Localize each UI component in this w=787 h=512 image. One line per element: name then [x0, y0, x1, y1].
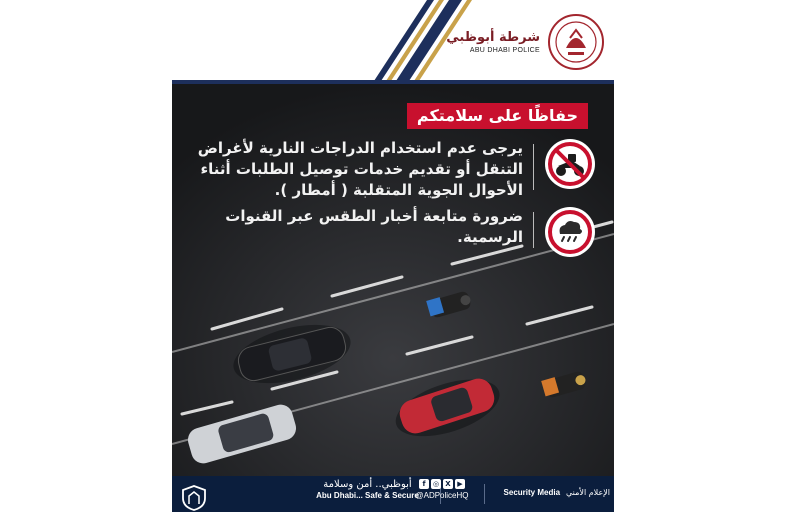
no-motorbike-icon	[544, 138, 596, 190]
divider	[533, 212, 534, 248]
divider	[533, 144, 534, 190]
social-links	[408, 479, 476, 512]
rain-cloud-icon	[544, 206, 596, 258]
security-media-arabic: الإعلام الأمني	[566, 488, 610, 497]
facebook-icon[interactable]: f	[419, 479, 429, 489]
advisory-item	[186, 206, 596, 258]
instagram-icon[interactable]: ◎	[432, 480, 440, 488]
advisory-text: يرجى عدم استخدام الدراجات النارية لأغراض التنقل أو تقديم خدمات توصيل الطلبات أثناء الأحوال الجوية المتقلبة ( أمطار ).	[197, 139, 523, 199]
security-media	[490, 488, 610, 512]
logo-english: ABU DHABI POLICE	[469, 47, 540, 54]
footer	[172, 476, 614, 512]
x-icon[interactable]: X	[443, 479, 453, 489]
shield-logo-icon	[180, 480, 208, 512]
footer-slogan-arabic: أبوظبي.. أمن وسلامة	[323, 479, 412, 490]
police-seal-icon	[548, 14, 604, 70]
advisory-text: ضرورة متابعة أخبار الطقس عبر القنوات الرسمية.	[225, 207, 523, 246]
youtube-icon[interactable]: ▶	[455, 479, 465, 489]
police-logo	[446, 10, 604, 74]
slogan-banner: حفاظًا على سلامتكم	[407, 103, 588, 129]
advisory-item	[186, 138, 596, 201]
social-handle[interactable]: @ADPoliceHQ	[415, 491, 469, 500]
footer-slogan-english: Abu Dhabi... Safe & Secure	[316, 491, 419, 500]
logo-arabic: شرطة أبوظبي	[446, 30, 540, 45]
safety-poster	[172, 0, 614, 512]
divider	[484, 484, 485, 504]
security-media-english: Security Media	[503, 488, 561, 497]
